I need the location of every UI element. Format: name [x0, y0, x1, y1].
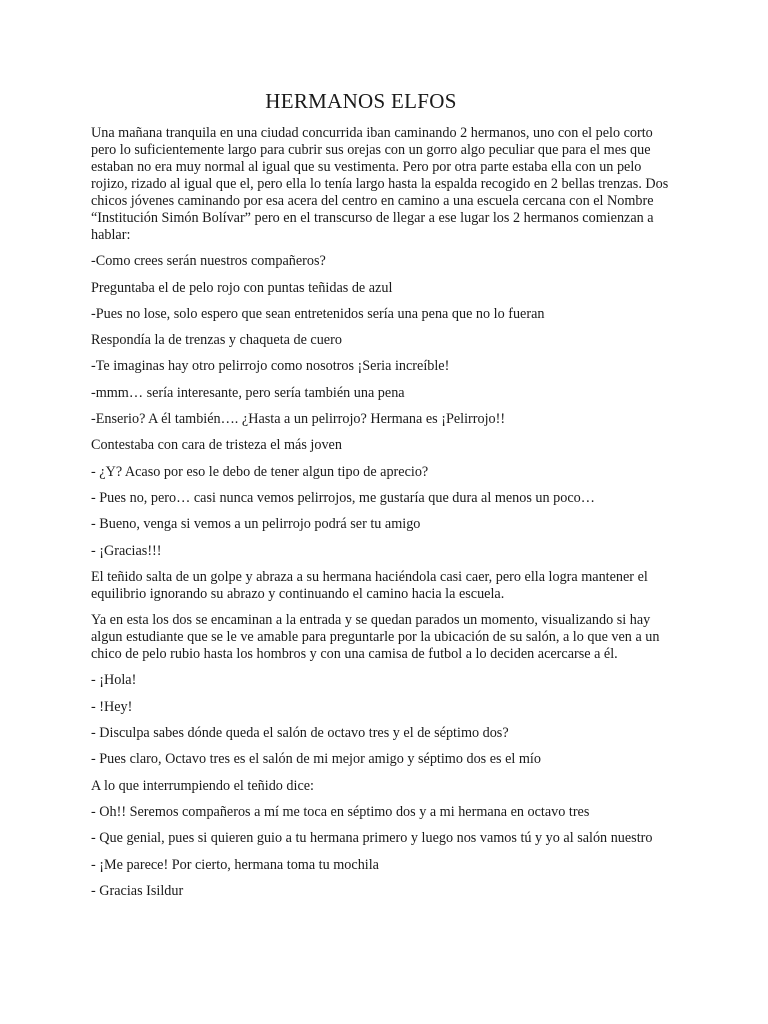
- paragraph-11: - Pues no, pero… casi nunca vemos pelirrojos, me gustaría que dura al menos un poco…: [91, 489, 595, 506]
- paragraph-2: -Como crees serán nuestros compañeros?: [91, 253, 326, 270]
- paragraph-6: -Te imaginas hay otro pelirrojo como nosotros ¡Seria increíble!: [91, 358, 450, 375]
- paragraph-10: - ¿Y? Acaso por eso le debo de tener algun tipo de aprecio?: [91, 463, 429, 480]
- paragraph-3: Preguntaba el de pelo rojo con puntas teñidas de azul: [91, 279, 393, 296]
- document-title: HERMANOS ELFOS: [265, 89, 457, 113]
- paragraph-13: - ¡Gracias!!!: [91, 542, 162, 559]
- paragraph-4: -Pues no lose, solo espero que sean entretenidos sería una pena que no lo fueran: [91, 305, 545, 322]
- paragraph-21: - Oh!! Seremos compañeros a mí me toca en séptimo dos y a mi hermana en octavo tres: [91, 803, 590, 820]
- paragraph-16: - ¡Hola!: [91, 672, 137, 689]
- paragraph-23: - ¡Me parece! Por cierto, hermana toma tu mochila: [91, 856, 379, 873]
- paragraph-12: - Bueno, venga si vemos a un pelirrojo podrá ser tu amigo: [91, 516, 421, 533]
- paragraph-7: -mmm… sería interesante, pero sería también una pena: [91, 384, 405, 401]
- paragraph-24: - Gracias Isildur: [91, 882, 184, 899]
- paragraph-15: Ya en esta los dos se encaminan a la entrada y se quedan parados un momento, visualizando si hay algun estudiante que se le ve amable para preguntarle por la ubicación de su salón, a lo que ven a un chico de pelo rubio hasta los hombros y con una camisa de futbol a lo deciden acercarse a él.: [91, 612, 660, 663]
- paragraph-22: - Que genial, pues si quieren guio a tu hermana primero y luego nos vamos tú y yo al salón nuestro: [91, 830, 653, 847]
- paragraph-20: A lo que interrumpiendo el teñido dice:: [91, 777, 315, 794]
- paragraph-5: Respondía la de trenzas y chaqueta de cuero: [91, 332, 342, 349]
- paragraph-18: - Disculpa sabes dónde queda el salón de octavo tres y el de séptimo dos?: [91, 725, 509, 742]
- paragraph-14: El teñido salta de un golpe y abraza a su hermana haciéndola casi caer, pero ella logra mantener el equilibrio ignorando su abrazo y continuando el camino hacia la escuela.: [91, 568, 648, 602]
- document-body: [91, 125, 681, 909]
- paragraph-19: - Pues claro, Octavo tres es el salón de mi mejor amigo y séptimo dos es el mío: [91, 751, 541, 768]
- paragraph-8: -Enserio? A él también…. ¿Hasta a un pelirrojo? Hermana es ¡Pelirrojo!!: [91, 411, 506, 428]
- paragraph-1: Una mañana tranquila en una ciudad concurrida iban caminando 2 hermanos, uno con el pelo corto pero lo suficientemente largo para cubrir sus orejas con un gorro algo peculiar que para el mes que estaban no era muy normal al igual que su vestimenta. Pero por otra parte estaba ella con un pelo rojizo, rizado al igual que el, pero ella lo tenía largo hasta la espalda recogido en 2 bellas trenzas. Dos chicos jóvenes caminando por esa acera del centro en camino a una escuela cercana con el Nombre “Institución Simón Bolívar” pero en el transcurso de llegar a ese lugar los 2 hermanos comienzan a hablar:: [91, 125, 669, 243]
- paragraph-9: Contestaba con cara de tristeza el más joven: [91, 437, 342, 454]
- paragraph-17: - !Hey!: [91, 698, 133, 715]
